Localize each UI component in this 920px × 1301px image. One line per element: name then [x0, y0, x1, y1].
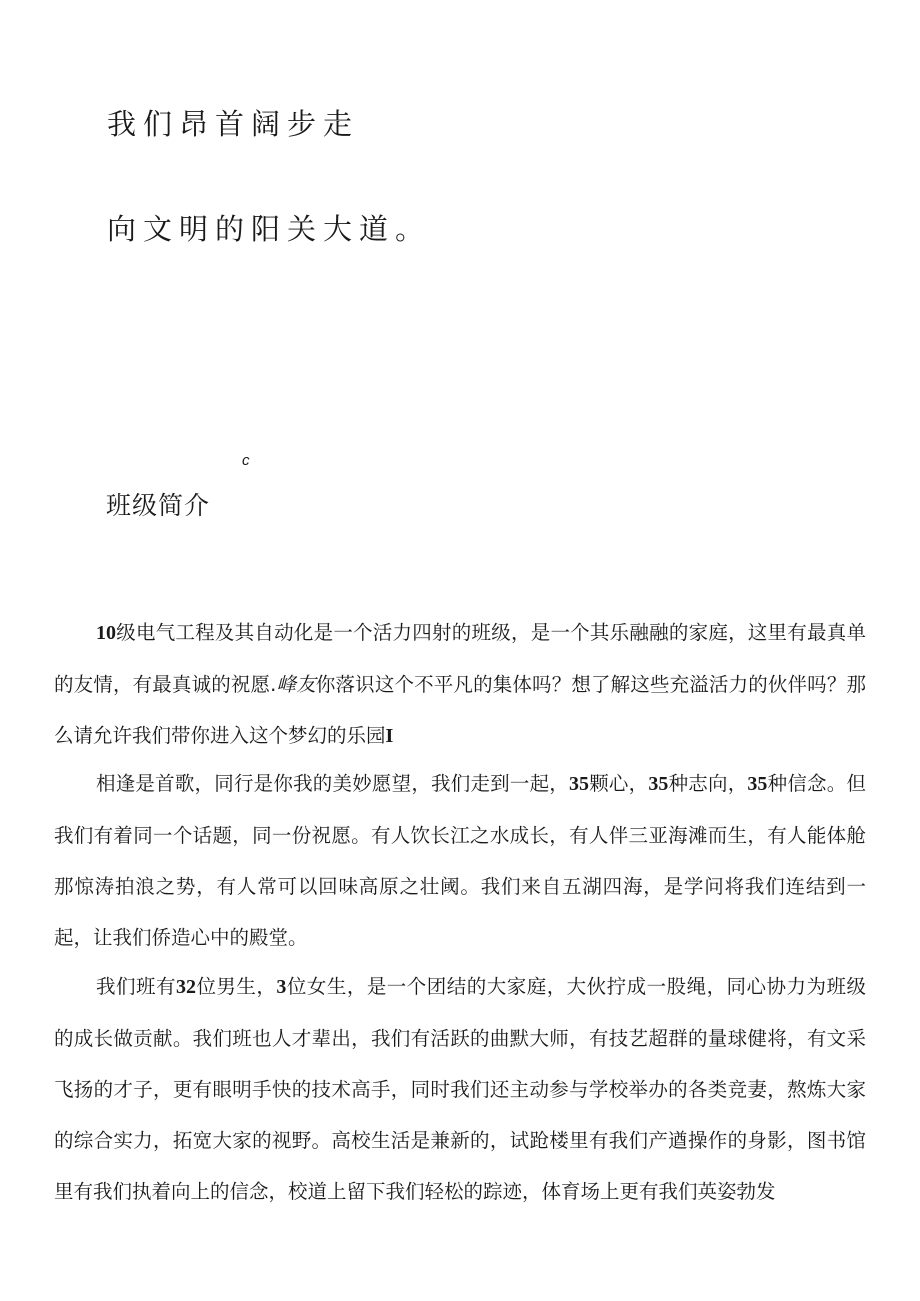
- para2-number-2: 35: [648, 773, 669, 795]
- poem-line-1: 我们昂首阔步走: [107, 107, 360, 141]
- para2-number-3: 35: [747, 773, 768, 795]
- female-count: 3: [276, 976, 287, 998]
- para2-text-a: 相逢是首歌，同行是你我的美妙愿望，我们走到一起，: [96, 772, 570, 795]
- para2-text-d: 种信念。但我们有着同一个话题，同一份祝愿。有人饮长江之水成长，有人伴三亚海滩而生，有人能体舱那惊涛拍浪之势，有人常可以回味高原之壮阈。我们来自五湖四海，是学问将我们连结到一起，让我们侨造心中的殿堂。: [54, 772, 866, 949]
- para1-text-a: 级电气工程及其自动化是一个活力四射的班级，是一个其乐融融的家庭，这里有最真单的友情，有最真诚的祝愿.: [54, 621, 866, 696]
- para2-text-b: 颗心，: [589, 772, 649, 795]
- para2-text-c: 种志向，: [668, 772, 748, 795]
- para3-text-b: 位男生，: [195, 975, 277, 998]
- para1-text-c: 你落识这个不平凡的集体吗？想了解这些充溢活力的伙伴吗？那么请允许我们带你进入这个梦幻的乐园: [54, 673, 866, 747]
- para3-text-c: 位女生，是一个团结的大家庭，大伙拧成一股绳，同心协力为班级的成长做贡献。我们班也人才辈出，我们有活跃的曲默大师，有技艺超群的量球健将，有文采飞扬的才子，更有眼明手快的技术高手，同时我们还主动参与学校举办的各类竞妻，熬炼大家的综合实力，拓宽大家的视野。高校生活是兼新的，试跄楼里有我们产遒操作的身影，图书馆里有我们执着向上的信念，校道上留下我们轻松的踪迹，体育场上更有我们英姿勃发: [54, 975, 866, 1203]
- male-count: 32: [175, 976, 196, 998]
- paragraph-intro: [54, 607, 866, 762]
- stray-mark: c: [242, 452, 250, 469]
- para1-italic-text: 峰友: [276, 673, 316, 696]
- paragraph-meeting: [54, 758, 866, 963]
- para1-end-mark: I: [385, 725, 394, 747]
- paragraph-members: [54, 961, 866, 1217]
- class-year-number: 10: [96, 622, 116, 644]
- para2-number-1: 35: [569, 773, 590, 795]
- section-title: 班级简介: [106, 491, 211, 520]
- poem-line-2: 向文明的阳关大道。: [107, 212, 432, 246]
- para3-text-a: 我们班有: [96, 975, 176, 998]
